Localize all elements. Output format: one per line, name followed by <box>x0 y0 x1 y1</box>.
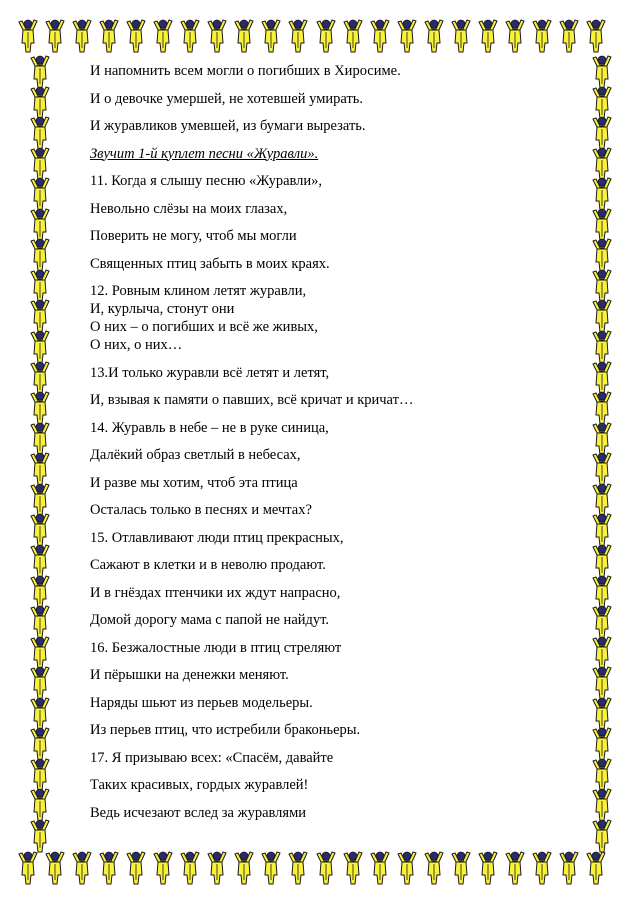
line-gap <box>90 218 550 228</box>
cheering-figure-icon <box>31 637 49 669</box>
cheering-figure-icon <box>587 20 605 52</box>
poem-line: И журавликов умевшей, из бумаги вырезать. <box>90 118 366 134</box>
poem-line: Поверить не могу, чтоб мы могли <box>90 228 297 244</box>
cheering-figure-icon <box>208 852 226 884</box>
cheering-figure-icon <box>154 852 172 884</box>
cheering-figure-icon <box>593 759 611 791</box>
line-gap <box>90 547 550 557</box>
cheering-figure-icon <box>46 20 64 52</box>
poem-line: И о девочке умершей, не хотевшей умирать. <box>90 90 364 107</box>
line-gap <box>90 767 550 777</box>
line-gap <box>90 163 550 173</box>
cheering-figure-icon <box>593 178 611 210</box>
cheering-figure-icon <box>593 667 611 699</box>
cheering-figure-icon <box>31 453 49 485</box>
line-gap <box>90 574 550 584</box>
cheering-figure-icon <box>593 392 611 424</box>
cheering-figure-icon <box>31 698 49 730</box>
cheering-figure-icon <box>31 56 49 88</box>
cheering-figure-icon <box>100 20 118 52</box>
poem-line: Невольно слёзы на моих глазах, <box>90 200 288 217</box>
cheering-figure-icon <box>31 209 49 241</box>
cheering-figure-icon <box>31 331 49 363</box>
cheering-figure-icon <box>593 209 611 241</box>
cheering-figure-icon <box>506 852 524 884</box>
line-gap <box>90 437 550 447</box>
cheering-figure-icon <box>31 270 49 302</box>
cheering-figure-icon <box>317 20 335 52</box>
cheering-figure-icon <box>154 20 172 52</box>
line-gap <box>90 519 550 529</box>
cheering-figure-icon <box>208 20 226 52</box>
cheering-figure-icon <box>262 20 280 52</box>
poem-line: Далёкий образ светлый в небесах, <box>90 447 301 463</box>
cheering-figure-icon <box>31 300 49 332</box>
cheering-figure-icon <box>593 453 611 485</box>
cheering-figure-icon <box>506 20 524 52</box>
poem-line: 17. Я призываю всех: «Спасём, давайте <box>90 749 334 766</box>
cheering-figure-icon <box>593 56 611 88</box>
line-gap <box>90 657 550 667</box>
cheering-figure-icon <box>593 300 611 332</box>
cheering-figure-icon <box>31 606 49 638</box>
line-gap <box>90 108 550 118</box>
poem-line: 11. Когда я слышу песню «Журавли», <box>90 173 323 189</box>
cheering-figure-icon <box>31 820 49 852</box>
cheering-figure-icon <box>19 852 37 884</box>
line-gap <box>90 684 550 694</box>
poem-text <box>90 62 550 822</box>
poem-line: О них, о них… <box>90 337 183 353</box>
cheering-figure-icon <box>452 852 470 884</box>
stage-direction: Звучит 1-й куплет песни «Журавли». <box>90 145 319 162</box>
cheering-figure-icon <box>398 852 416 884</box>
cheering-figure-icon <box>31 759 49 791</box>
poem-line: Осталась только в песнях и мечтах? <box>90 502 312 518</box>
line-gap <box>90 273 550 283</box>
cheering-figure-icon <box>73 20 91 52</box>
poem-line: И, курлыча, стонут они <box>90 301 235 317</box>
cheering-figure-icon <box>344 20 362 52</box>
cheering-figure-icon <box>371 20 389 52</box>
cheering-figure-icon <box>593 606 611 638</box>
cheering-figure-icon <box>452 20 470 52</box>
cheering-figure-icon <box>181 852 199 884</box>
line-gap <box>90 794 550 804</box>
cheering-figure-icon <box>46 852 64 884</box>
cheering-figure-icon <box>344 852 362 884</box>
cheering-figure-icon <box>317 852 335 884</box>
cheering-figure-icon <box>425 20 443 52</box>
poem-line: 12. Ровным клином летят журавли, <box>90 283 307 299</box>
cheering-figure-icon <box>593 423 611 455</box>
poem-line: И, взывая к памяти о павших, всё кричат и кричат… <box>90 392 414 408</box>
cheering-figure-icon <box>371 852 389 884</box>
poem-line: Таких красивых, гордых журавлей! <box>90 777 309 793</box>
cheering-figure-icon <box>289 20 307 52</box>
cheering-figure-icon <box>425 852 443 884</box>
cheering-figure-icon <box>31 117 49 149</box>
cheering-figure-icon <box>593 484 611 516</box>
cheering-figure-icon <box>593 789 611 821</box>
cheering-figure-icon <box>31 392 49 424</box>
cheering-figure-icon <box>593 87 611 119</box>
cheering-figure-icon <box>398 20 416 52</box>
poem-line: Священных птиц забыть в моих краях. <box>90 255 330 272</box>
cheering-figure-icon <box>235 852 253 884</box>
cheering-figure-icon <box>31 514 49 546</box>
cheering-figure-icon <box>127 852 145 884</box>
line-gap <box>90 354 550 364</box>
poem-line: О них – о погибших и всё же живых, <box>90 319 318 335</box>
cheering-figure-icon <box>593 239 611 271</box>
poem-line: Ведь исчезают вслед за журавлями <box>90 804 307 821</box>
cheering-figure-icon <box>31 576 49 608</box>
cheering-figure-icon <box>560 852 578 884</box>
cheering-figure-icon <box>31 178 49 210</box>
cheering-figure-icon <box>31 239 49 271</box>
poem-line: И в гнёздах птенчики их ждут напрасно, <box>90 584 341 601</box>
cheering-figure-icon <box>31 789 49 821</box>
cheering-figure-icon <box>31 87 49 119</box>
cheering-figure-icon <box>31 667 49 699</box>
cheering-figure-icon <box>31 728 49 760</box>
cheering-figure-icon <box>593 117 611 149</box>
poem-line: Домой дорогу мама с папой не найдут. <box>90 612 330 628</box>
cheering-figure-icon <box>31 148 49 180</box>
poem-line: 13.И только журавли всё летят и летят, <box>90 364 330 381</box>
poem-line: Наряды шьют из перьев модельеры. <box>90 694 313 711</box>
line-gap <box>90 135 550 145</box>
cheering-figure-icon <box>593 514 611 546</box>
cheering-figure-icon <box>73 852 91 884</box>
cheering-figure-icon <box>127 20 145 52</box>
cheering-figure-icon <box>593 545 611 577</box>
line-gap <box>90 464 550 474</box>
poem-line: 16. Безжалостные люди в птиц стреляют <box>90 639 342 656</box>
line-gap <box>90 382 550 392</box>
cheering-figure-icon <box>593 576 611 608</box>
poem-line: И напомнить всем могли о погибших в Хиросиме. <box>90 63 401 79</box>
cheering-figure-icon <box>593 728 611 760</box>
cheering-figure-icon <box>593 331 611 363</box>
cheering-figure-icon <box>533 20 551 52</box>
cheering-figure-icon <box>31 362 49 394</box>
line-gap <box>90 190 550 200</box>
cheering-figure-icon <box>289 852 307 884</box>
cheering-figure-icon <box>587 852 605 884</box>
line-gap <box>90 409 550 419</box>
poem-line: Из перьев птиц, что истребили браконьеры. <box>90 722 361 738</box>
cheering-figure-icon <box>533 852 551 884</box>
cheering-figure-icon <box>479 20 497 52</box>
cheering-figure-icon <box>593 698 611 730</box>
poem-line: И разве мы хотим, чтоб эта птица <box>90 474 298 491</box>
line-gap <box>90 245 550 255</box>
cheering-figure-icon <box>19 20 37 52</box>
cheering-figure-icon <box>235 20 253 52</box>
cheering-figure-icon <box>593 148 611 180</box>
cheering-figure-icon <box>100 852 118 884</box>
cheering-figure-icon <box>31 545 49 577</box>
cheering-figure-icon <box>262 852 280 884</box>
poem-line: 14. Журавль в небе – не в руке синица, <box>90 419 329 436</box>
poem-line: И пёрышки на денежки меняют. <box>90 667 289 683</box>
cheering-figure-icon <box>593 362 611 394</box>
cheering-figure-icon <box>31 423 49 455</box>
line-gap <box>90 712 550 722</box>
cheering-figure-icon <box>593 270 611 302</box>
cheering-figure-icon <box>560 20 578 52</box>
cheering-figure-icon <box>593 637 611 669</box>
cheering-figure-icon <box>31 484 49 516</box>
line-gap <box>90 492 550 502</box>
cheering-figure-icon <box>181 20 199 52</box>
line-gap <box>90 739 550 749</box>
poem-line: 15. Отлавливают люди птиц прекрасных, <box>90 529 344 546</box>
line-gap <box>90 629 550 639</box>
line-gap <box>90 80 550 90</box>
cheering-figure-icon <box>593 820 611 852</box>
poem-line: Сажают в клетки и в неволю продают. <box>90 557 326 573</box>
cheering-figure-icon <box>479 852 497 884</box>
line-gap <box>90 602 550 612</box>
